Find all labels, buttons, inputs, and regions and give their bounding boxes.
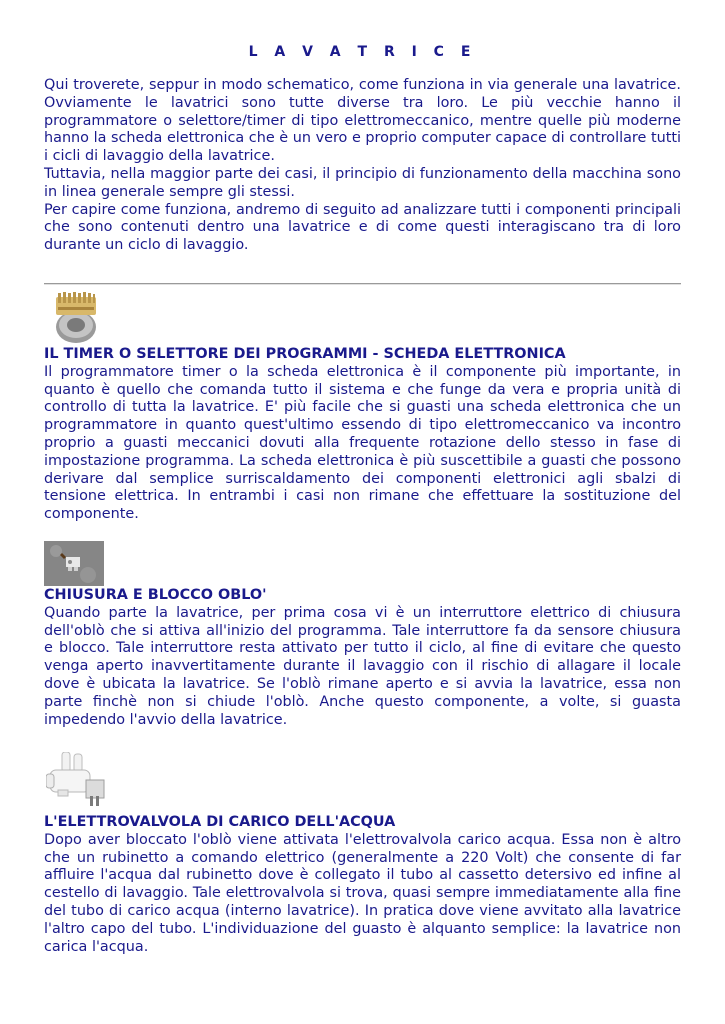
section-water-valve (44, 814, 681, 956)
intro-paragraph: Qui troverete, seppur in modo schematico, come funziona in via generale una lavatrice. Ovviamente le lavatrici sono tutte diverse tra loro. Le più vecchie hanno il programmatore o selettore/timer di tipo elettromeccanico, mentre quelle più moderne hanno la scheda elettronica che è un vero e proprio computer capace di controllare tutti i cicli di lavaggio della lavatrice. (44, 77, 681, 165)
door-lock-image (44, 541, 104, 586)
section-body: Quando parte la lavatrice, per prima cosa vi è un interruttore elettrico di chiusura dell'oblò che si attiva all'inizio del programma. Tale interruttore fa da sensore chiusura e blocco. Tale interruttore resta attivato per tutto il ciclo, al fine di evitare che questo venga aperto inavvertitamente durante il lavaggio con il rischio di allagare il locale dove è ubicata la lavatrice. Se l'oblò rimane aperto e si avvia la lavatrice, essa non parte finchè non si chiude l'oblò. Anche questo componente, a volte, si guasta impedendo l'avvio della lavatrice. (44, 604, 681, 728)
section-heading: CHIUSURA E BLOCCO OBLO' (44, 587, 267, 603)
page-title: L A V A T R I C E (248, 44, 477, 60)
section-timer (44, 346, 681, 524)
section-heading: L'ELETTROVALVOLA DI CARICO DELL'ACQUA (44, 814, 396, 830)
section-door-lock (44, 587, 681, 729)
timer-programmer-image (50, 289, 102, 345)
water-valve-image (46, 752, 110, 810)
section-heading: IL TIMER O SELETTORE DEI PROGRAMMI - SCHEDA ELETTRONICA (44, 346, 566, 362)
intro-paragraph: Tuttavia, nella maggior parte dei casi, il principio di funzionamento della macchina sono in linea generale sempre gli stessi. (44, 165, 681, 200)
section-body: Il programmatore timer o la scheda elettronica è il componente più importante, in quanto è quello che comanda tutto il sistema e che funge da vera e propria unità di controllo di tutta la lavatrice. E' più facile che si guasti una scheda elettronica che un programmatore in quanto quest'ultimo essendo di tipo elettromeccanico va incontro proprio a guasti meccanici dovuti alla frequente rotazione dello stesso in fase di impostazione programma. La scheda elettronica è più suscettibile a guasti che possono derivare dal semplice surriscaldamento dei componenti elettronici agli sbalzi di tensione elettrica. In entrambi i casi non rimane che effettuare la sostituzione del componente. (44, 363, 681, 523)
divider (44, 283, 681, 285)
intro-paragraph: Per capire come funziona, andremo di seguito ad analizzare tutti i componenti principali che sono contenuti dentro una lavatrice e di come questi interagiscano tra di loro durante un ciclo di lavaggio. (44, 201, 681, 254)
intro-text (44, 77, 681, 255)
section-body: Dopo aver bloccato l'oblò viene attivata l'elettrovalvola carico acqua. Essa non è altro che un rubinetto a comando elettrico (generalmente a 220 Volt) che consente di far affluire l'acqua dal rubinetto dove è collegato il tubo al cassetto detersivo ed infine al cestello di lavaggio. Tale elettrovalvola si trova, quasi sempre immediatamente alla fine del tubo di carico acqua (interno lavatrice). In pratica dove viene avvitato alla lavatrice l'altro capo del tubo. L'individuazione del guasto è alquanto semplice: la lavatrice non carica l'acqua. (44, 831, 681, 955)
